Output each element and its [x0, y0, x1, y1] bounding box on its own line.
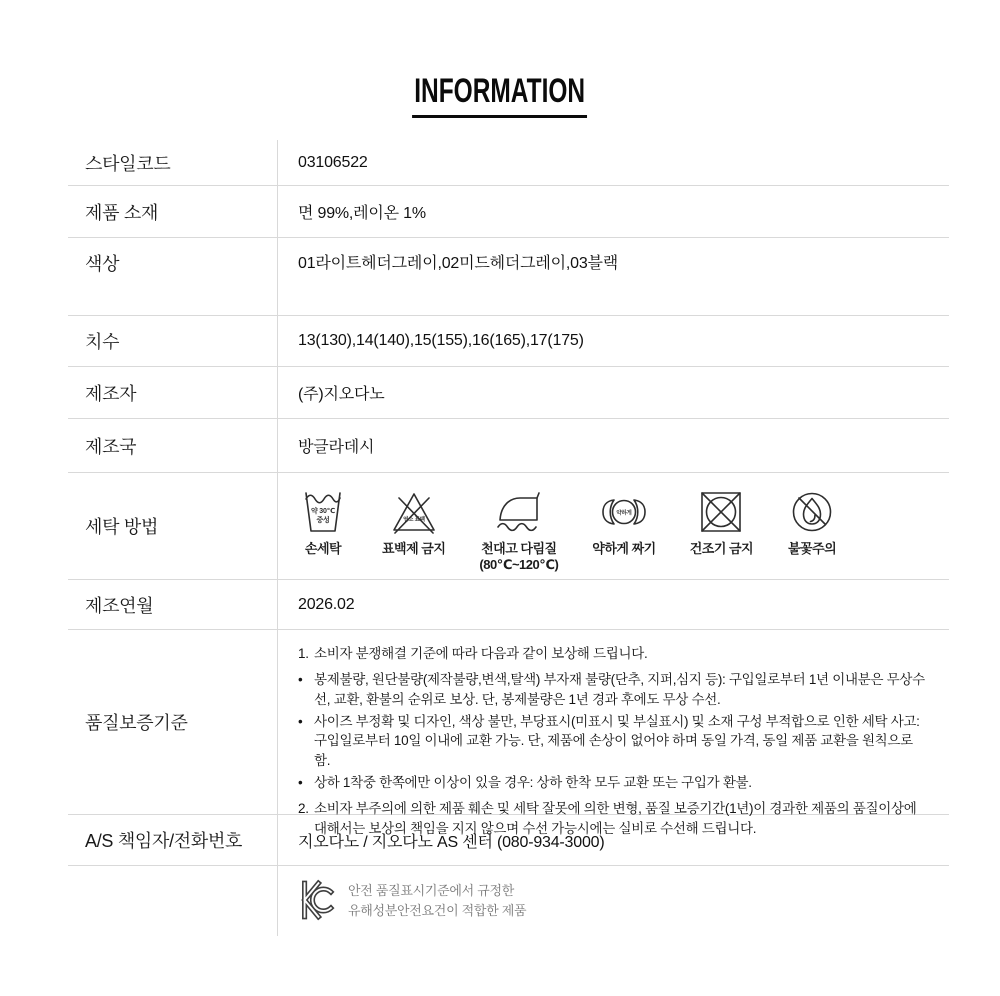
table-row-care-instructions	[68, 473, 949, 580]
care-item-label: 손세탁	[304, 541, 342, 556]
warranty-text-cell	[277, 630, 949, 836]
page-title: INFORMATION	[412, 72, 587, 118]
svg-text:약하게: 약하게	[616, 510, 632, 517]
row-value: 01라이트헤더그레이,02미드헤더그레이,03블랙	[277, 238, 949, 315]
care-item-no-tumble-dry	[690, 489, 753, 574]
kc-certification-block	[298, 879, 526, 921]
table-row-manufacture-date	[68, 580, 949, 630]
svg-text:중성: 중성	[316, 517, 330, 524]
care-item-label: 표백제 금지	[382, 541, 446, 556]
care-item-label: 건조기 금지	[689, 541, 754, 556]
table-row-color	[68, 238, 949, 316]
iron-with-cloth-icon	[496, 489, 542, 535]
warranty-item-marker: •	[298, 713, 303, 729]
row-label: 치수	[85, 332, 120, 352]
row-label: 세탁 방법	[85, 517, 159, 537]
row-value: 지오다노 / 지오다노 AS 센터 (080-934-3000)	[277, 815, 949, 865]
care-item-hand-wash	[298, 489, 348, 574]
row-label: 색상	[85, 254, 120, 274]
warranty-item-marker: 2.	[298, 800, 309, 816]
care-item-no-bleach	[382, 489, 445, 574]
no-tumble-dry-icon	[698, 489, 744, 535]
table-row-size	[68, 316, 949, 367]
table-row-warranty	[68, 630, 949, 836]
table-row-kc-certification	[68, 866, 949, 936]
kc-text-line2: 유해성분안전요건이 적합한 제품	[348, 902, 527, 918]
row-value: 2026.02	[277, 580, 949, 629]
warranty-item-marker: •	[298, 775, 303, 791]
row-label: 제품 소재	[85, 202, 159, 223]
care-item-sublabel: (80℃~120℃)	[479, 557, 559, 573]
row-value: 방글라데시	[277, 419, 949, 472]
no-bleach-icon	[391, 489, 437, 535]
care-item-no-flame	[787, 489, 837, 574]
kc-mark-icon	[298, 879, 336, 921]
table-row-style-code	[68, 140, 949, 186]
warranty-item	[298, 644, 925, 664]
kc-certification-text	[348, 879, 526, 920]
warranty-item-marker: 1.	[298, 646, 309, 661]
row-label: 제조연월	[85, 595, 154, 616]
kc-text-line1: 안전 품질표시기준에서 규정한	[348, 883, 514, 898]
kc-cell	[277, 866, 949, 936]
row-value: 13(130),14(140),15(155),16(165),17(175)	[277, 316, 949, 366]
care-item-iron	[479, 489, 558, 574]
product-info-table	[68, 140, 949, 936]
no-flame-icon	[789, 489, 835, 535]
care-icon-list	[298, 489, 837, 574]
warranty-item	[298, 712, 925, 772]
row-value: 03106522	[277, 140, 949, 185]
care-item-label: 불꽃주의	[787, 541, 837, 556]
warranty-item-text: 소비자 분쟁해결 기준에 따라 다음과 같이 보상해 드립니다.	[314, 646, 648, 661]
row-label: 스타일코드	[85, 153, 171, 174]
table-row-after-service	[68, 815, 949, 866]
row-label: 제조국	[85, 436, 137, 457]
warranty-item	[298, 670, 925, 710]
warranty-item-marker: •	[298, 671, 303, 687]
warranty-item-text: 사이즈 부정확 및 디자인, 색상 불만, 부당표시(미표시 및 부실표시) 및 소재 구성 부적합으로 인한 세탁 사고: 구입일로부터 10일 이내에 교환 가능. 단, 제품에 손상이 없어야 하며 동일 가격, 동일 제품 교환을 원칙으로 함.	[314, 713, 920, 769]
row-label: 품질보증기준	[85, 713, 188, 733]
wring-gently-icon	[601, 489, 647, 535]
page-title-wrap	[0, 72, 1000, 118]
row-value: 면 99%,레이온 1%	[277, 186, 949, 237]
care-item-label: 약하게 짜기	[592, 541, 656, 556]
warranty-item	[298, 773, 925, 793]
care-icons-cell	[277, 473, 949, 579]
warranty-item-text: 상하 1착중 한쪽에만 이상이 있을 경우: 상하 한착 모두 교환 또는 구입가 환불.	[314, 775, 752, 791]
svg-text:약 30℃: 약 30℃	[311, 508, 335, 515]
svg-text:염소 표백: 염소 표백	[402, 517, 425, 523]
table-row-country	[68, 419, 949, 473]
row-label: A/S 책임자/전화번호	[85, 831, 243, 851]
hand-wash-icon	[300, 489, 346, 535]
warranty-item-text: 봉제불량, 원단불량(제작불량,변색,탈색) 부자재 불량(단추, 지퍼,심지 등): 구입일로부터 1년 이내분은 무상수선, 교환, 환불의 순위로 보상. 단, 봉제불량은 1년 경과 후에도 무상 수선.	[314, 671, 925, 707]
care-item-wring	[592, 489, 655, 574]
row-label: 제조자	[85, 383, 137, 404]
table-row-manufacturer	[68, 367, 949, 419]
warranty-item-text: 소비자 부주의에 의한 제품 훼손 및 세탁 잘못에 의한 변형, 품질 보증기간(1년)이 경과한 제품의 품질이상에 대해서는 보상의 책임을 지지 않으며 수선 가능시에는 실비로 수선해 드립니다.	[314, 800, 917, 836]
row-value: (주)지오다노	[277, 367, 949, 418]
table-row-material	[68, 186, 949, 238]
care-item-label: 천대고 다림질	[481, 541, 557, 556]
